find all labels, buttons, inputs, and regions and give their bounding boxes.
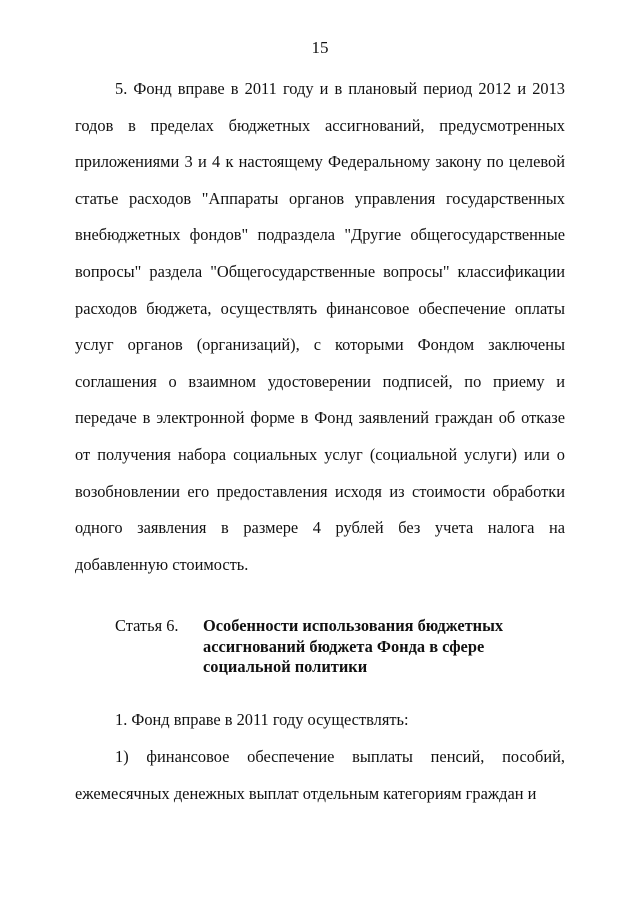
paragraph-5: 5. Фонд вправе в 2011 году и в плановый период 2012 и 2013 годов в пределах бюджетных ассигнований, предусмотренных приложениями 3 и 4 к настоящему Федеральному закону по целевой статье расходов "Аппараты органов управления государственных внебюджетных фондов" подраздела "Другие общегосударственные вопросы" раздела "Общегосударственные вопросы" классификации расходов бюджета, осуществлять финансовое обеспечение оплаты услуг органов (организаций), с которыми Фондом заключены соглашения о взаимном удостоверении подписей, по приему и передаче в электронной форме в Фонд заявлений граждан об отказе от получения набора социальных услуг (социальной услуги) или о возобновлении его предоставления исходя из стоимости обработки одного заявления в размере 4 рублей без учета налога на добавленную стоимость.	[75, 79, 565, 574]
article-paragraph-1-item-1: 1) финансовое обеспечение выплаты пенсий, пособий, ежемесячных денежных выплат отдельным категориям граждан и	[75, 747, 565, 803]
article-paragraph-1: 1. Фонд вправе в 2011 году осуществлять:	[115, 710, 409, 729]
article-label: Статья 6.	[115, 616, 179, 635]
article-title: Особенности использования бюджетных ассигнований бюджета Фонда в сфере социальной политики	[203, 616, 504, 676]
page-number: 15	[311, 38, 329, 57]
